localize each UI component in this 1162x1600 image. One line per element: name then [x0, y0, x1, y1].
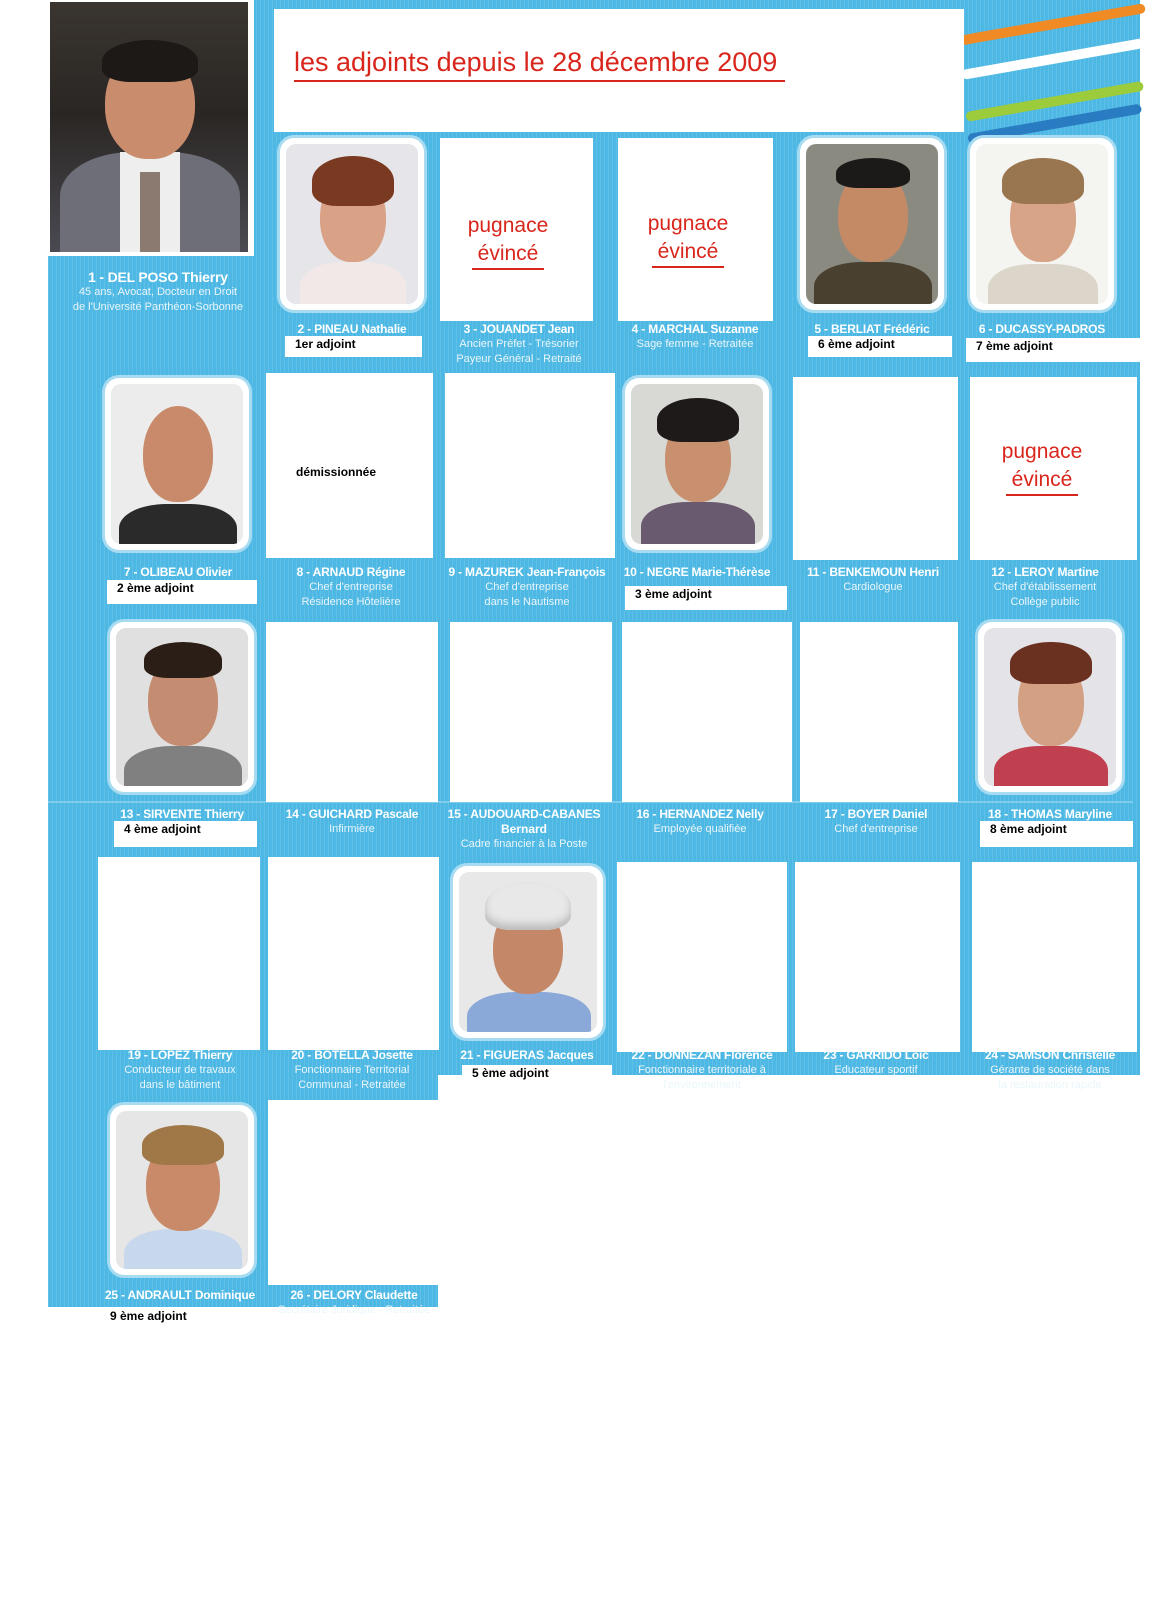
- member-name: 12 - LEROY Martine: [991, 565, 1099, 579]
- adjoint-tag: 8 ème adjoint: [980, 821, 1133, 847]
- member-line: Payeur Général - Retraité: [456, 353, 582, 365]
- member-caption: [955, 565, 1135, 610]
- mayor-photo-frame: [48, 0, 254, 256]
- member-line: Bernard: [500, 822, 547, 836]
- member-name: 4 - MARCHAL Suzanne: [631, 322, 759, 336]
- member-line: Gérante de société dans: [990, 1064, 1110, 1076]
- member-caption: [429, 322, 609, 367]
- mayor-line-1: 45 ans, Avocat, Docteur en Droit: [78, 286, 238, 298]
- member-caption: [786, 807, 966, 837]
- member-name: 26 - DELORY Claudette: [290, 1288, 418, 1302]
- member-name: 7 - OLIBEAU Olivier: [123, 565, 233, 579]
- member-line: Infirmière: [329, 823, 375, 835]
- member-name: 17 - BOYER Daniel: [824, 807, 928, 821]
- member-line: Conducteur de travaux: [124, 1064, 236, 1076]
- member-photo-berliat: [800, 138, 944, 310]
- blank-photo: [266, 622, 438, 802]
- member-caption: [960, 1048, 1140, 1093]
- blank-photo: [622, 622, 792, 802]
- member-caption: [783, 565, 963, 595]
- member-caption: [437, 1048, 617, 1063]
- adjoint-tag: 2 ème adjoint: [107, 580, 257, 604]
- member-name: 9 - MAZUREK Jean-François: [448, 565, 606, 579]
- member-caption: [610, 807, 790, 837]
- member-name: 25 - ANDRAULT Dominique: [104, 1288, 256, 1302]
- member-line: Cardiologue: [843, 581, 903, 593]
- annotation-line: pugnace: [647, 212, 729, 235]
- member-name: 5 - BERLIAT Frédéric: [814, 322, 930, 336]
- member-name: 19 - LOPEZ Thierry: [127, 1048, 233, 1062]
- member-caption: [262, 322, 442, 337]
- mayor-line-2: de l'Université Panthéon-Sorbonne: [72, 301, 244, 313]
- member-caption: [786, 1048, 966, 1078]
- member-line: Sage femme - Retraitée: [636, 338, 754, 350]
- member-name: 22 - DONNEZAN Florence: [631, 1048, 773, 1062]
- member-caption: [437, 565, 617, 610]
- adjoint-tag: 1er adjoint: [285, 336, 422, 357]
- blank-photo: [268, 1100, 440, 1285]
- member-name: 14 - GUICHARD Pascale: [285, 807, 419, 821]
- member-line: Fonctionnaire Territorial: [294, 1064, 410, 1076]
- blank-photo: [445, 373, 615, 558]
- member-line: Cadre financier à la Poste: [460, 838, 588, 850]
- adjoint-tag: 6 ème adjoint: [808, 336, 952, 357]
- member-line: Résidence Hôtelière: [301, 596, 401, 608]
- member-line: Collège public: [1010, 596, 1080, 608]
- mayor-photo: [50, 2, 248, 252]
- member-name: 18 - THOMAS Maryline: [987, 807, 1113, 821]
- member-photo-ducassy: [970, 138, 1114, 310]
- adjoint-tag: 4 ème adjoint: [114, 821, 257, 847]
- member-line: Fonctionnaire territoriale à: [638, 1064, 766, 1076]
- member-name: 20 - BOTELLA Josette: [291, 1048, 413, 1062]
- member-photo-thomas: [978, 622, 1122, 792]
- member-name: 16 - HERNANDEZ Nelly: [636, 807, 764, 821]
- member-line: Employée qualifiée: [653, 823, 747, 835]
- adjoint-tag: 9 ème adjoint: [100, 1308, 255, 1329]
- member-caption: [952, 322, 1132, 337]
- member-caption: [262, 807, 442, 837]
- member-name: 6 - DUCASSY-PADROS: [978, 322, 1106, 336]
- annotation-pugnace-evince: [628, 210, 748, 268]
- member-line: Secrétaire Juridique - Retraitée: [277, 1304, 431, 1316]
- member-line: Communal - Retraitée: [298, 1079, 406, 1091]
- member-caption: [88, 565, 268, 580]
- member-line: Educateur sportif: [834, 1064, 918, 1076]
- member-caption: [90, 1288, 270, 1303]
- blank-photo: [617, 862, 787, 1052]
- member-name: 10 - NEGRE Marie-Thérèse: [623, 565, 771, 579]
- member-line: Chef d'entreprise: [485, 581, 569, 593]
- member-caption: [92, 807, 272, 822]
- blank-photo: [800, 622, 958, 802]
- annotation-line: évincé: [1006, 466, 1079, 496]
- member-name: 23 - GARRIDO Loïc: [823, 1048, 929, 1062]
- member-name: 3 - JOUANDET Jean: [463, 322, 575, 336]
- member-caption: [960, 807, 1140, 822]
- member-line: Chef d'établissement: [993, 581, 1097, 593]
- page-title: les adjoints depuis le 28 décembre 2009: [294, 47, 785, 82]
- member-photo-sirvente: [110, 622, 254, 792]
- member-line: Chef d'entreprise: [834, 823, 918, 835]
- member-caption: [434, 807, 614, 852]
- member-photo-negre: [625, 378, 769, 550]
- member-line: Chef d'entreprise: [309, 581, 393, 593]
- adjoint-tag: 7 ème adjoint: [966, 338, 1141, 362]
- annotation-line: pugnace: [467, 214, 549, 237]
- blank-photo: [268, 857, 439, 1050]
- title-box: [274, 9, 964, 132]
- member-photo-andrault: [110, 1105, 254, 1275]
- annotation-pugnace-evince: [448, 212, 568, 270]
- member-line: dans le Nautisme: [484, 596, 570, 608]
- member-line: la restauration rapide: [998, 1079, 1102, 1091]
- blank-photo: [98, 857, 260, 1050]
- mayor-caption: [58, 270, 258, 315]
- blank-photo: [450, 622, 612, 802]
- member-caption: [607, 565, 787, 580]
- member-line: dans le bâtiment: [139, 1079, 221, 1091]
- adjoint-tag: 3 ème adjoint: [625, 586, 787, 610]
- member-photo-olibeau: [105, 378, 249, 550]
- member-photo-figueras: [453, 866, 603, 1038]
- member-name: 2 - PINEAU Nathalie: [297, 322, 407, 336]
- member-photo-pineau: [280, 138, 424, 310]
- resigned-note: démissionnée: [296, 465, 377, 479]
- member-name: 11 - BENKEMOUN Henri: [806, 565, 940, 579]
- blank-photo: [793, 377, 958, 560]
- member-caption: [612, 1048, 792, 1093]
- member-name: 24 - SAMSON Christelle: [984, 1048, 1116, 1062]
- member-line: l'environnement: [663, 1079, 741, 1091]
- annotation-line: évincé: [652, 238, 725, 268]
- member-name: 13 - SIRVENTE Thierry: [120, 807, 244, 821]
- blank-photo: [795, 862, 960, 1052]
- member-caption: [261, 565, 441, 610]
- member-name: 21 - FIGUERAS Jacques: [460, 1048, 594, 1062]
- member-caption: [782, 322, 962, 337]
- member-caption: [605, 322, 785, 352]
- member-caption: [262, 1048, 442, 1093]
- member-name: 15 - AUDOUARD-CABANES: [447, 807, 601, 821]
- member-caption: [264, 1288, 444, 1318]
- annotation-pugnace-evince: [982, 438, 1102, 496]
- annotation-line: évincé: [472, 240, 545, 270]
- member-line: Ancien Préfet - Trésorier: [459, 338, 579, 350]
- adjoint-tag: 5 ème adjoint: [462, 1065, 612, 1086]
- member-name: 8 - ARNAUD Régine: [296, 565, 406, 579]
- mayor-name: 1 - DEL POSO Thierry: [88, 269, 228, 285]
- annotation-line: pugnace: [1001, 440, 1083, 463]
- blank-photo: [972, 862, 1137, 1052]
- member-caption: [90, 1048, 270, 1093]
